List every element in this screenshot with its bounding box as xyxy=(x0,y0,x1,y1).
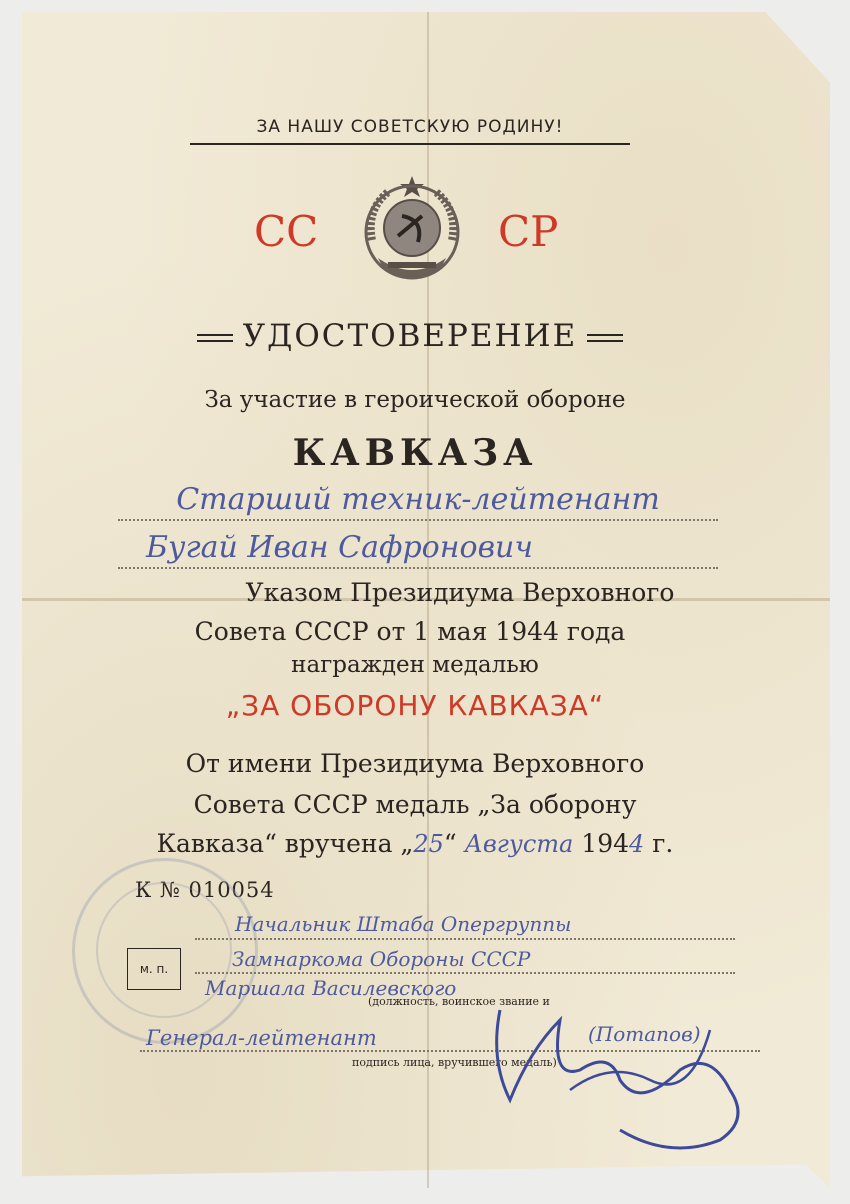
certificate-title xyxy=(180,318,640,354)
signer-name: (Потапов) xyxy=(588,1022,701,1046)
title-dash-right xyxy=(587,334,623,342)
presentation-line-1: От имени Президиума Верховного xyxy=(185,749,645,778)
decree-line-3: награжден медалью xyxy=(291,652,539,678)
presentation-line-2: Совета СССР медаль „За оборону xyxy=(193,790,637,819)
decree-line-1: Указом Президиума Верховного xyxy=(245,578,675,607)
chief-title-line-1: Начальник Штаба Опергруппы xyxy=(235,912,572,936)
chief-title-line-3: Маршала Василевского xyxy=(205,976,457,1000)
dotted-line-1 xyxy=(195,938,735,940)
ussr-emblem-icon xyxy=(352,170,472,290)
decree-line-2: Совета СССР от 1 мая 1944 года xyxy=(194,617,626,646)
ussr-right-letters: СР xyxy=(498,207,559,256)
certificate-title-text: УДОСТОВЕРЕНИЕ xyxy=(242,318,578,354)
serial-number: К № 010054 xyxy=(135,878,275,902)
signer-rank: Генерал-лейтенант xyxy=(146,1026,377,1050)
award-year-prefix: 194 xyxy=(573,829,630,858)
date-quote: “ xyxy=(443,829,457,858)
position-caption: (должность, воинское звание и xyxy=(368,995,550,1008)
seal-place-label: м. п. xyxy=(127,948,181,990)
title-dash-left xyxy=(197,334,233,342)
year-suffix: г. xyxy=(644,829,674,858)
award-month: Августа xyxy=(464,830,574,858)
recipient-name: Бугай Иван Сафронович xyxy=(118,530,718,569)
chief-title-line-2: Замнаркома Обороны СССР xyxy=(232,947,531,971)
ussr-left-letters: СС xyxy=(254,207,319,256)
medal-name: „ЗА ОБОРОНУ КАВКАЗА“ xyxy=(225,689,605,722)
presentation-line-3 xyxy=(95,829,735,858)
signature-caption: подпись лица, вручившего медаль) xyxy=(352,1056,557,1069)
award-year-tail: 4 xyxy=(629,830,645,858)
caucasus-heading: КАВКАЗА xyxy=(292,432,538,474)
award-day: 25 xyxy=(413,830,444,858)
recipient-rank: Старший техник-лейтенант xyxy=(118,482,718,521)
presentation-prefix: Кавказа“ вручена „ xyxy=(156,829,414,858)
participation-line: За участие в героической обороне xyxy=(204,387,626,413)
motto: ЗА НАШУ СОВЕТСКУЮ РОДИНУ! xyxy=(190,117,630,145)
signature-scribble xyxy=(470,990,800,1170)
dotted-line-2 xyxy=(195,972,735,974)
